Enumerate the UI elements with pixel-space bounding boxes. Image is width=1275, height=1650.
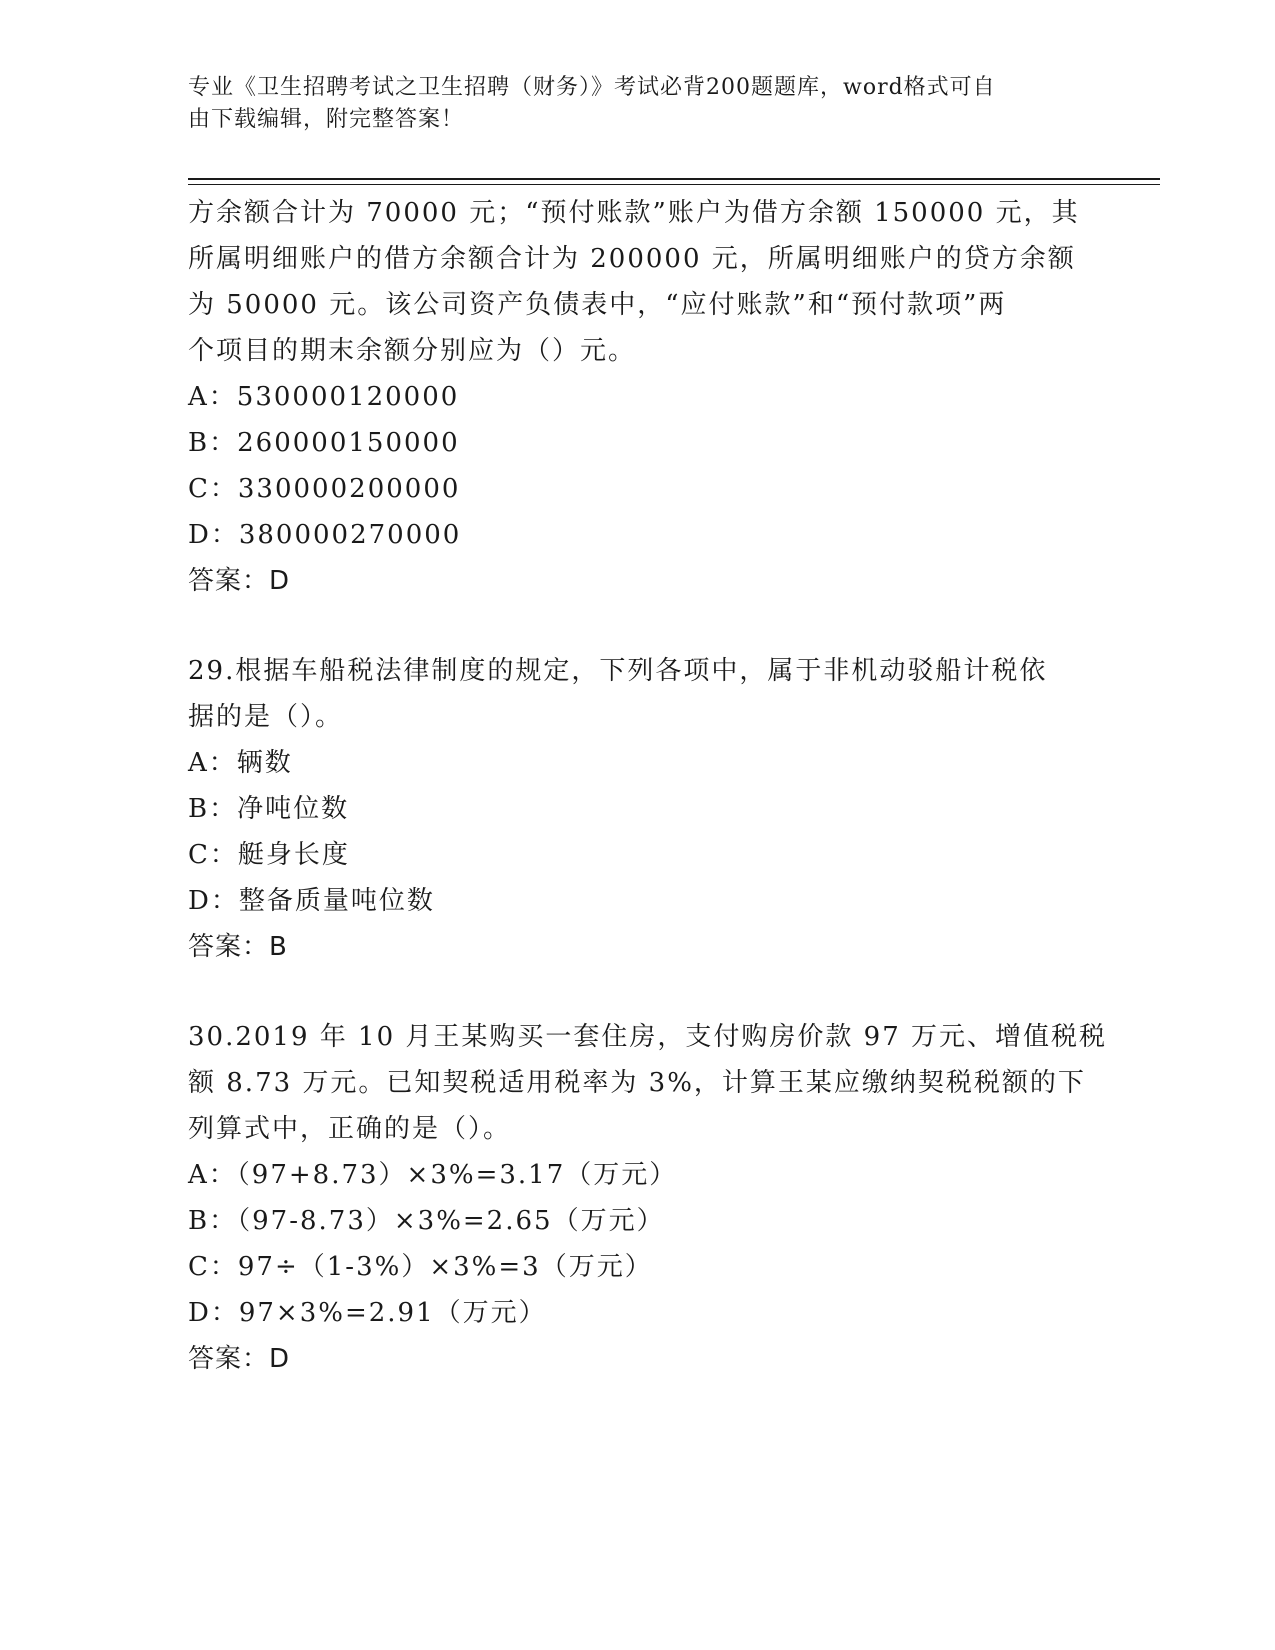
question-text-line: 所属明细账户的借方余额合计为 200000 元，所属明细账户的贷方余额 (188, 244, 1076, 274)
option-d: D：整备质量吨位数 (188, 886, 435, 916)
option-c: C：97÷（1-3%）×3%=3（万元） (188, 1252, 653, 1282)
option-b: B：净吨位数 (188, 794, 350, 824)
header-line-2: 由下载编辑，附完整答案！ (188, 107, 465, 132)
question-text-line: 为 50000 元。该公司资产负债表中，“应付账款”和“预付款项”两 (188, 290, 1007, 320)
option-b: B：260000150000 (188, 428, 460, 458)
option-a: A：辆数 (188, 748, 293, 778)
question-text-line: 方余额合计为 70000 元；“预付账款”账户为借方余额 150000 元，其 (188, 198, 1080, 228)
spacer (188, 970, 1088, 1014)
header-line-1: 专业《卫生招聘考试之卫生招聘（财务）》考试必背200题题库，word格式可自 (188, 75, 996, 100)
question-30 (188, 1014, 1108, 1382)
option-d: D：380000270000 (188, 520, 462, 550)
question-29 (188, 648, 1088, 970)
spacer (188, 604, 1088, 648)
document-header (188, 72, 1088, 136)
option-b: B：（97-8.73）×3%=2.65（万元） (188, 1206, 665, 1236)
question-text-line: 据的是（）。 (188, 702, 344, 732)
answer-line: 答案：D (188, 1344, 291, 1374)
option-c: C：330000200000 (188, 474, 461, 504)
question-28-continued (188, 190, 1088, 604)
option-a: A：（97+8.73）×3%=3.17（万元） (188, 1160, 678, 1190)
header-rule-thin (188, 184, 1160, 185)
answer-line: 答案：D (188, 566, 291, 596)
option-a: A：530000120000 (188, 382, 460, 412)
answer-line: 答案：B (188, 932, 288, 962)
question-text-line: 额 8.73 万元。已知契税适用税率为 3%，计算王某应缴纳契税税额的下 (188, 1068, 1086, 1098)
question-text-line: 列算式中，正确的是（）。 (188, 1114, 512, 1144)
option-c: C：艇身长度 (188, 840, 350, 870)
header-rule-thick (188, 178, 1160, 180)
question-text-line: 29.根据车船税法律制度的规定，下列各项中，属于非机动驳船计税依 (188, 656, 1048, 686)
question-text-line: 30.2019 年 10 月王某购买一套住房，支付购房价款 97 万元、增值税税 (188, 1022, 1108, 1052)
page-content (188, 190, 1108, 1382)
option-d: D：97×3%=2.91（万元） (188, 1298, 547, 1328)
question-text-line: 个项目的期末余额分别应为（）元。 (188, 336, 637, 366)
